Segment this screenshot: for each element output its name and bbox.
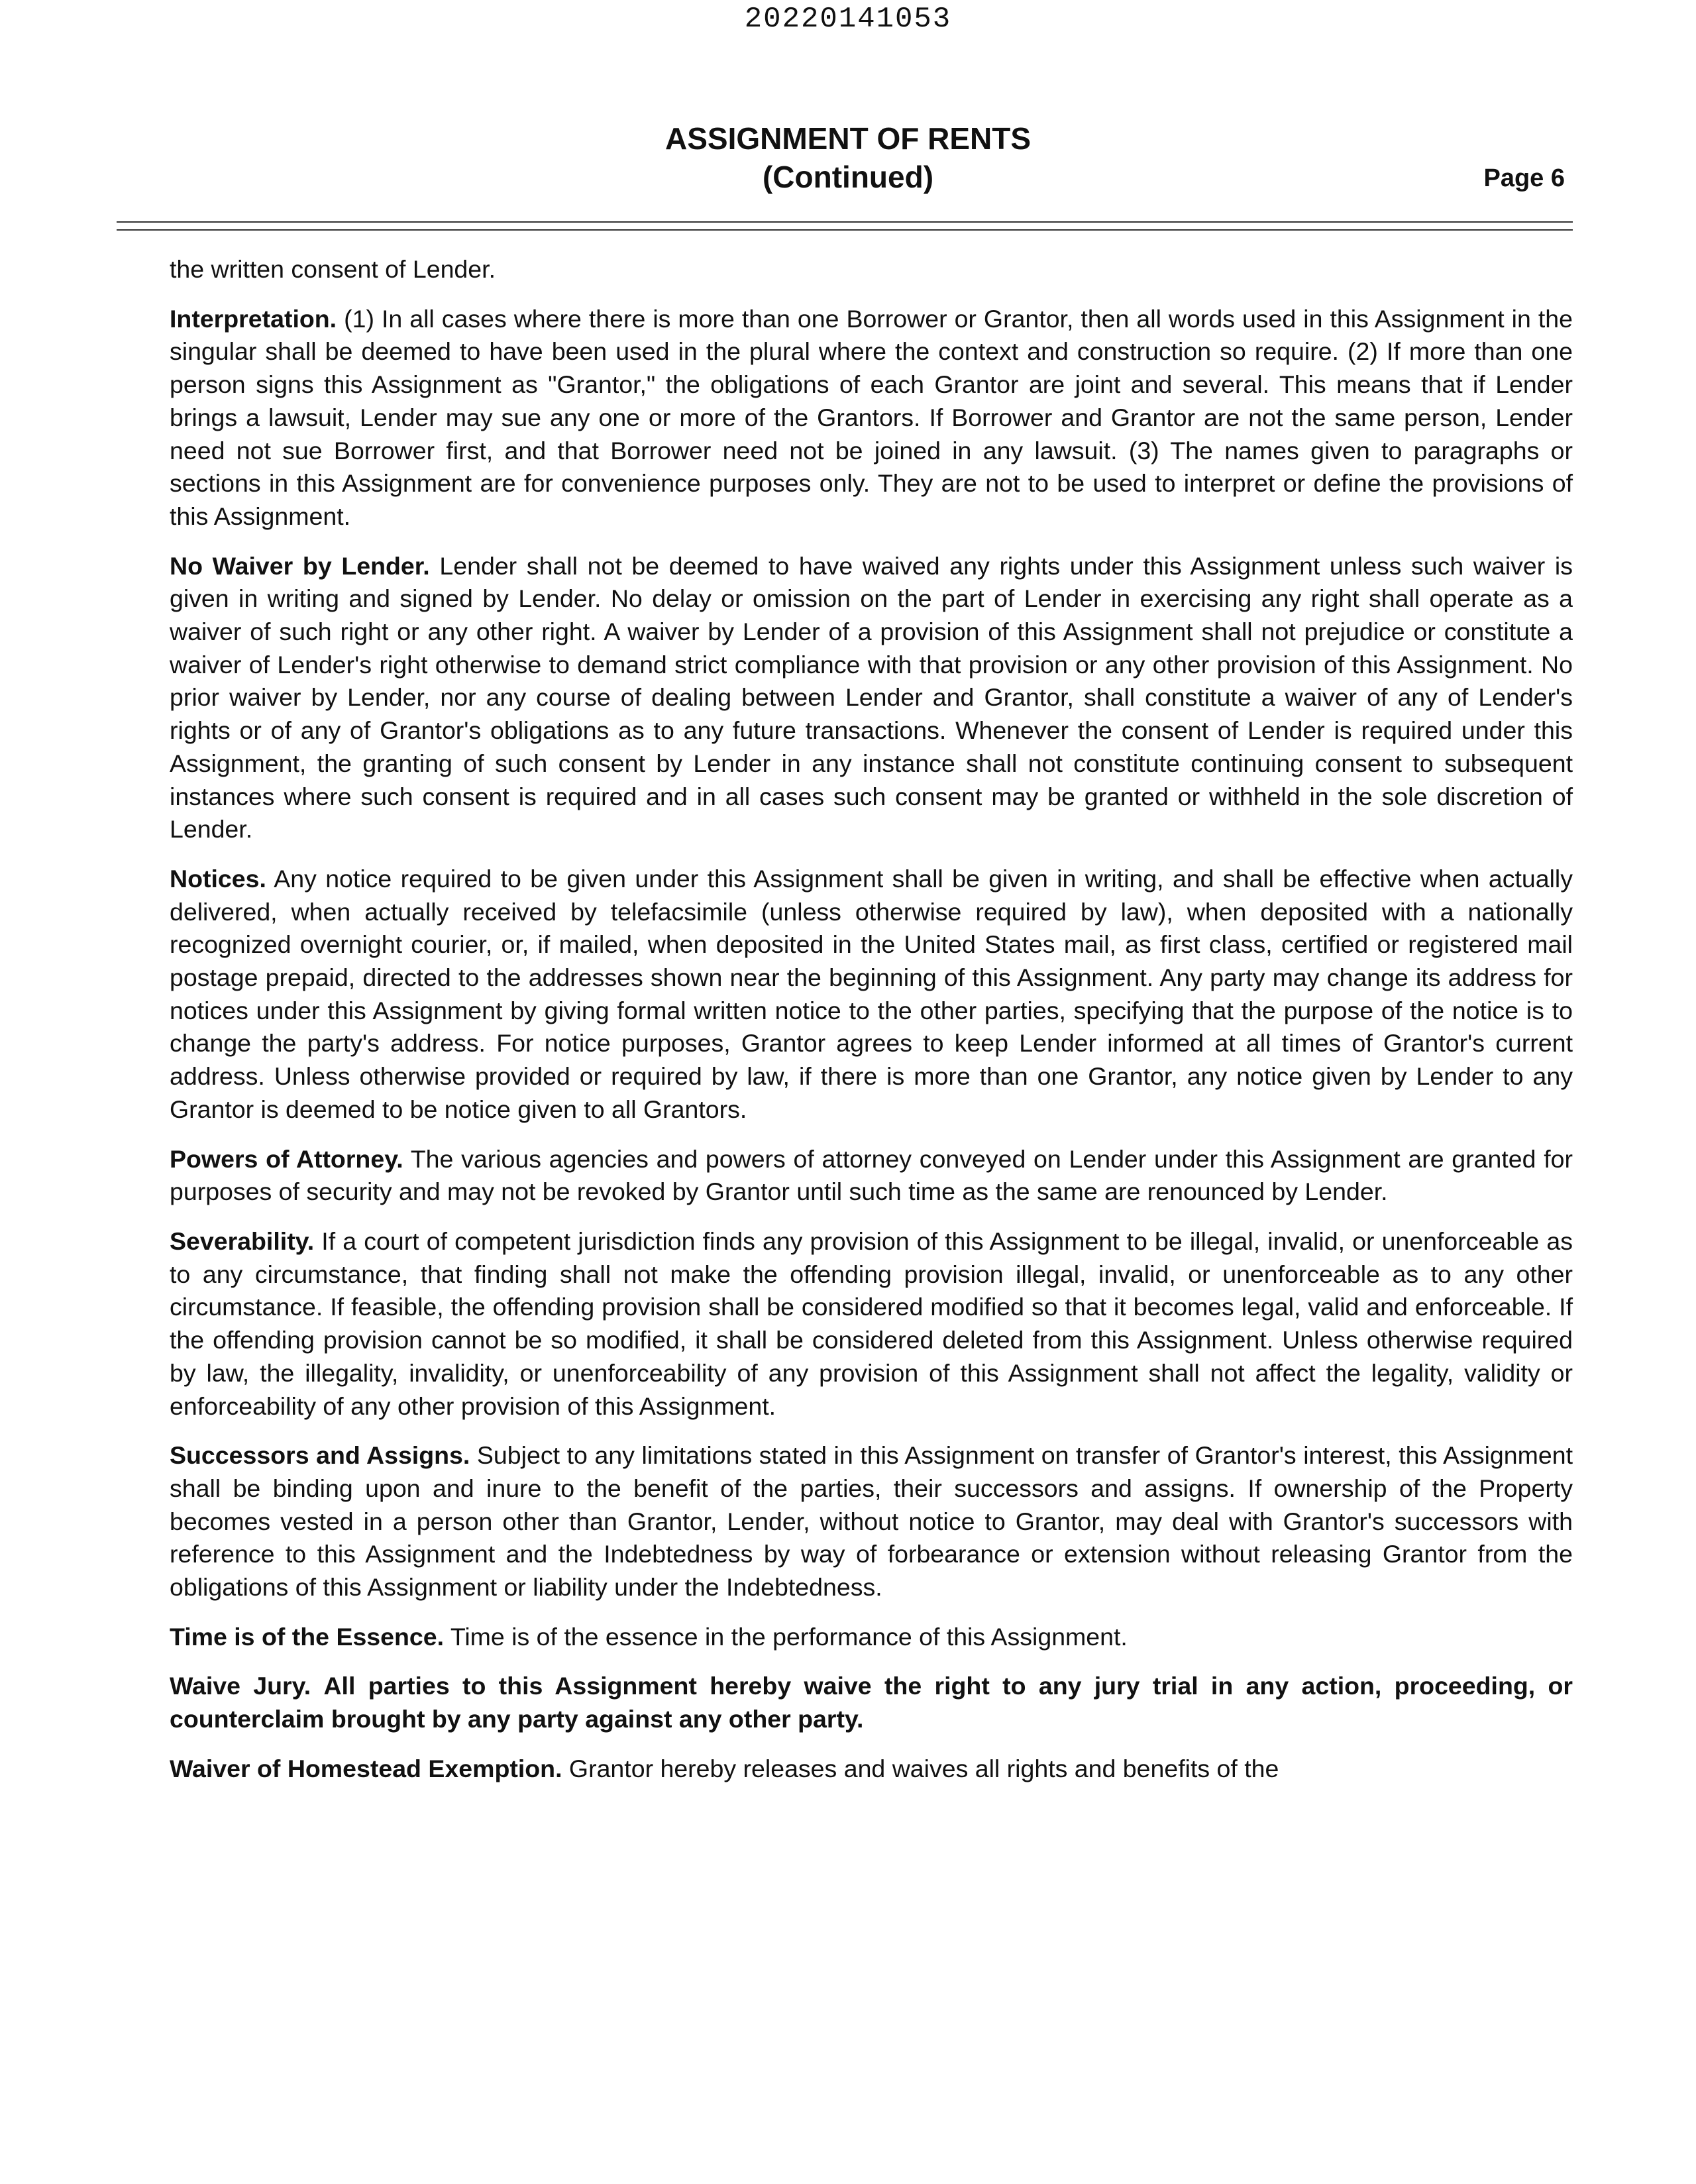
header-rule-top (117, 221, 1573, 223)
paragraph-heading: Powers of Attorney. (170, 1144, 403, 1173)
paragraph-continuation (170, 253, 1573, 286)
paragraph-waiver-of-homestead-exemption (170, 1753, 1573, 1786)
paragraph-heading: Waive Jury. (170, 1672, 311, 1700)
paragraph-heading: Notices. (170, 864, 266, 893)
document-body (170, 253, 1573, 1802)
page-number: Page 6 (1483, 164, 1565, 192)
paragraph-body: All parties to this Assignment hereby waive the right to any jury trial in any action, proceeding, or counterclaim brought by any party against any other party. (170, 1672, 1573, 1733)
paragraph-body: Grantor hereby releases and waives all rights and benefits of the (568, 1754, 1279, 1782)
paragraph-body: If a court of competent jurisdiction finds any provision of this Assignment to be illegal, invalid, or unenforceable as to any circumstance, that finding shall not make the offending provision illegal, invalid, or unenforceable as to any other circumstance. If feasible, the offending provision shall be considered modified so that it becomes legal, valid and enforceable. If the offending provision cannot be so modified, it shall be considered deleted from this Assignment. Unless otherwise required by law, the illegality, invalidity, or unenforceability of any provision of this Assignment shall not affect the legality, validity or enforceability of any other provision of this Assignment. (170, 1227, 1573, 1420)
paragraph-body: Time is of the essence in the performance of this Assignment. (450, 1622, 1128, 1651)
paragraph-notices (170, 863, 1573, 1126)
paragraph-body: Any notice required to be given under this Assignment shall be given in writing, and shall be effective when actually delivered, when actually received by telefacsimile (unless otherwise required by law), when deposited with a nationally recognized overnight courier, or, if mailed, when deposited in the United States mail, as first class, certified or registered mail postage prepaid, directed to the addresses shown near the beginning of this Assignment. Any party may change its address for notices under this Assignment by giving formal written notice to the other parties, specifying that the purpose of the notice is to change the party's address. For notice purposes, Grantor agrees to keep Lender informed at all times of Grantor's current address. Unless otherwise provided or required by law, if there is more than one Grantor, any notice given by Lender to any Grantor is deemed to be notice given to all Grantors. (170, 864, 1573, 1123)
header-rule-bottom (117, 229, 1573, 231)
paragraph-time-is-of-the-essence (170, 1621, 1573, 1654)
title-block (0, 119, 1696, 196)
paragraph-heading: Waiver of Homestead Exemption. (170, 1754, 562, 1782)
paragraph-powers-of-attorney (170, 1143, 1573, 1209)
document-title: ASSIGNMENT OF RENTS (664, 121, 1032, 156)
paragraph-body: (1) In all cases where there is more than one Borrower or Grantor, then all words used in this Assignment in the singular shall be deemed to have been used in the plural where the context and construction so require. (2) If more than one person signs this Assignment as "Grantor," the obligations of each Grantor are joint and several. This means that if Lender brings a lawsuit, Lender may sue any one or more of the Grantors. If Borrower and Grantor are not the same person, Lender need not sue Borrower first, and that Borrower need not be joined in any lawsuit. (3) The names given to paragraphs or sections in this Assignment are for convenience purposes only. They are not to be used to interpret or define the provisions of this Assignment. (170, 304, 1573, 530)
paragraph-heading: No Waiver by Lender. (170, 551, 430, 580)
paragraph-interpretation (170, 303, 1573, 533)
paragraph-no-waiver-by-lender (170, 550, 1573, 846)
paragraph-heading: Time is of the Essence. (170, 1622, 445, 1651)
paragraph-heading: Interpretation. (170, 304, 337, 333)
paragraph-body: the written consent of Lender. (170, 255, 496, 283)
paragraph-successors-and-assigns (170, 1439, 1573, 1604)
document-subtitle: (Continued) (762, 160, 934, 194)
paragraph-heading: Successors and Assigns. (170, 1441, 470, 1470)
paragraph-heading: Severability. (170, 1227, 315, 1255)
paragraph-severability (170, 1225, 1573, 1423)
paragraph-body: Lender shall not be deemed to have waived any rights under this Assignment unless such waiver is given in writing and signed by Lender. No delay or omission on the part of Lender in exercising any right shall operate as a waiver of such right or any other right. A waiver by Lender of a provision of this Assignment shall not prejudice or constitute a waiver of Lender's right otherwise to demand strict compliance with that provision or any other provision of this Assignment. No prior waiver by Lender, nor any course of dealing between Lender and Grantor, shall constitute a waiver of any of Lender's rights or of any of Grantor's obligations as to any future transactions. Whenever the consent of Lender is required under this Assignment, the granting of such consent by Lender in any instance shall not constitute continuing consent to subsequent instances where such consent is required and in all cases such consent may be granted or withheld in the sole discretion of Lender. (170, 551, 1573, 844)
paragraph-body: The various agencies and powers of attorney conveyed on Lender under this Assignment are granted for purposes of security and may not be revoked by Grantor until such time as the same are renounced by Lender. (170, 1144, 1573, 1206)
paragraph-body: Subject to any limitations stated in this Assignment on transfer of Grantor's interest, this Assignment shall be binding upon and inure to the benefit of the parties, their successors and assigns. If ownership of the Property becomes vested in a person other than Grantor, Lender, without notice to Grantor, may deal with Grantor's successors with reference to this Assignment and the Indebtedness by way of forbearance or extension without releasing Grantor from the obligations of this Assignment or liability under the Indebtedness. (170, 1441, 1573, 1602)
paragraph-waive-jury (170, 1670, 1573, 1735)
document-number: 20220141053 (744, 3, 952, 36)
